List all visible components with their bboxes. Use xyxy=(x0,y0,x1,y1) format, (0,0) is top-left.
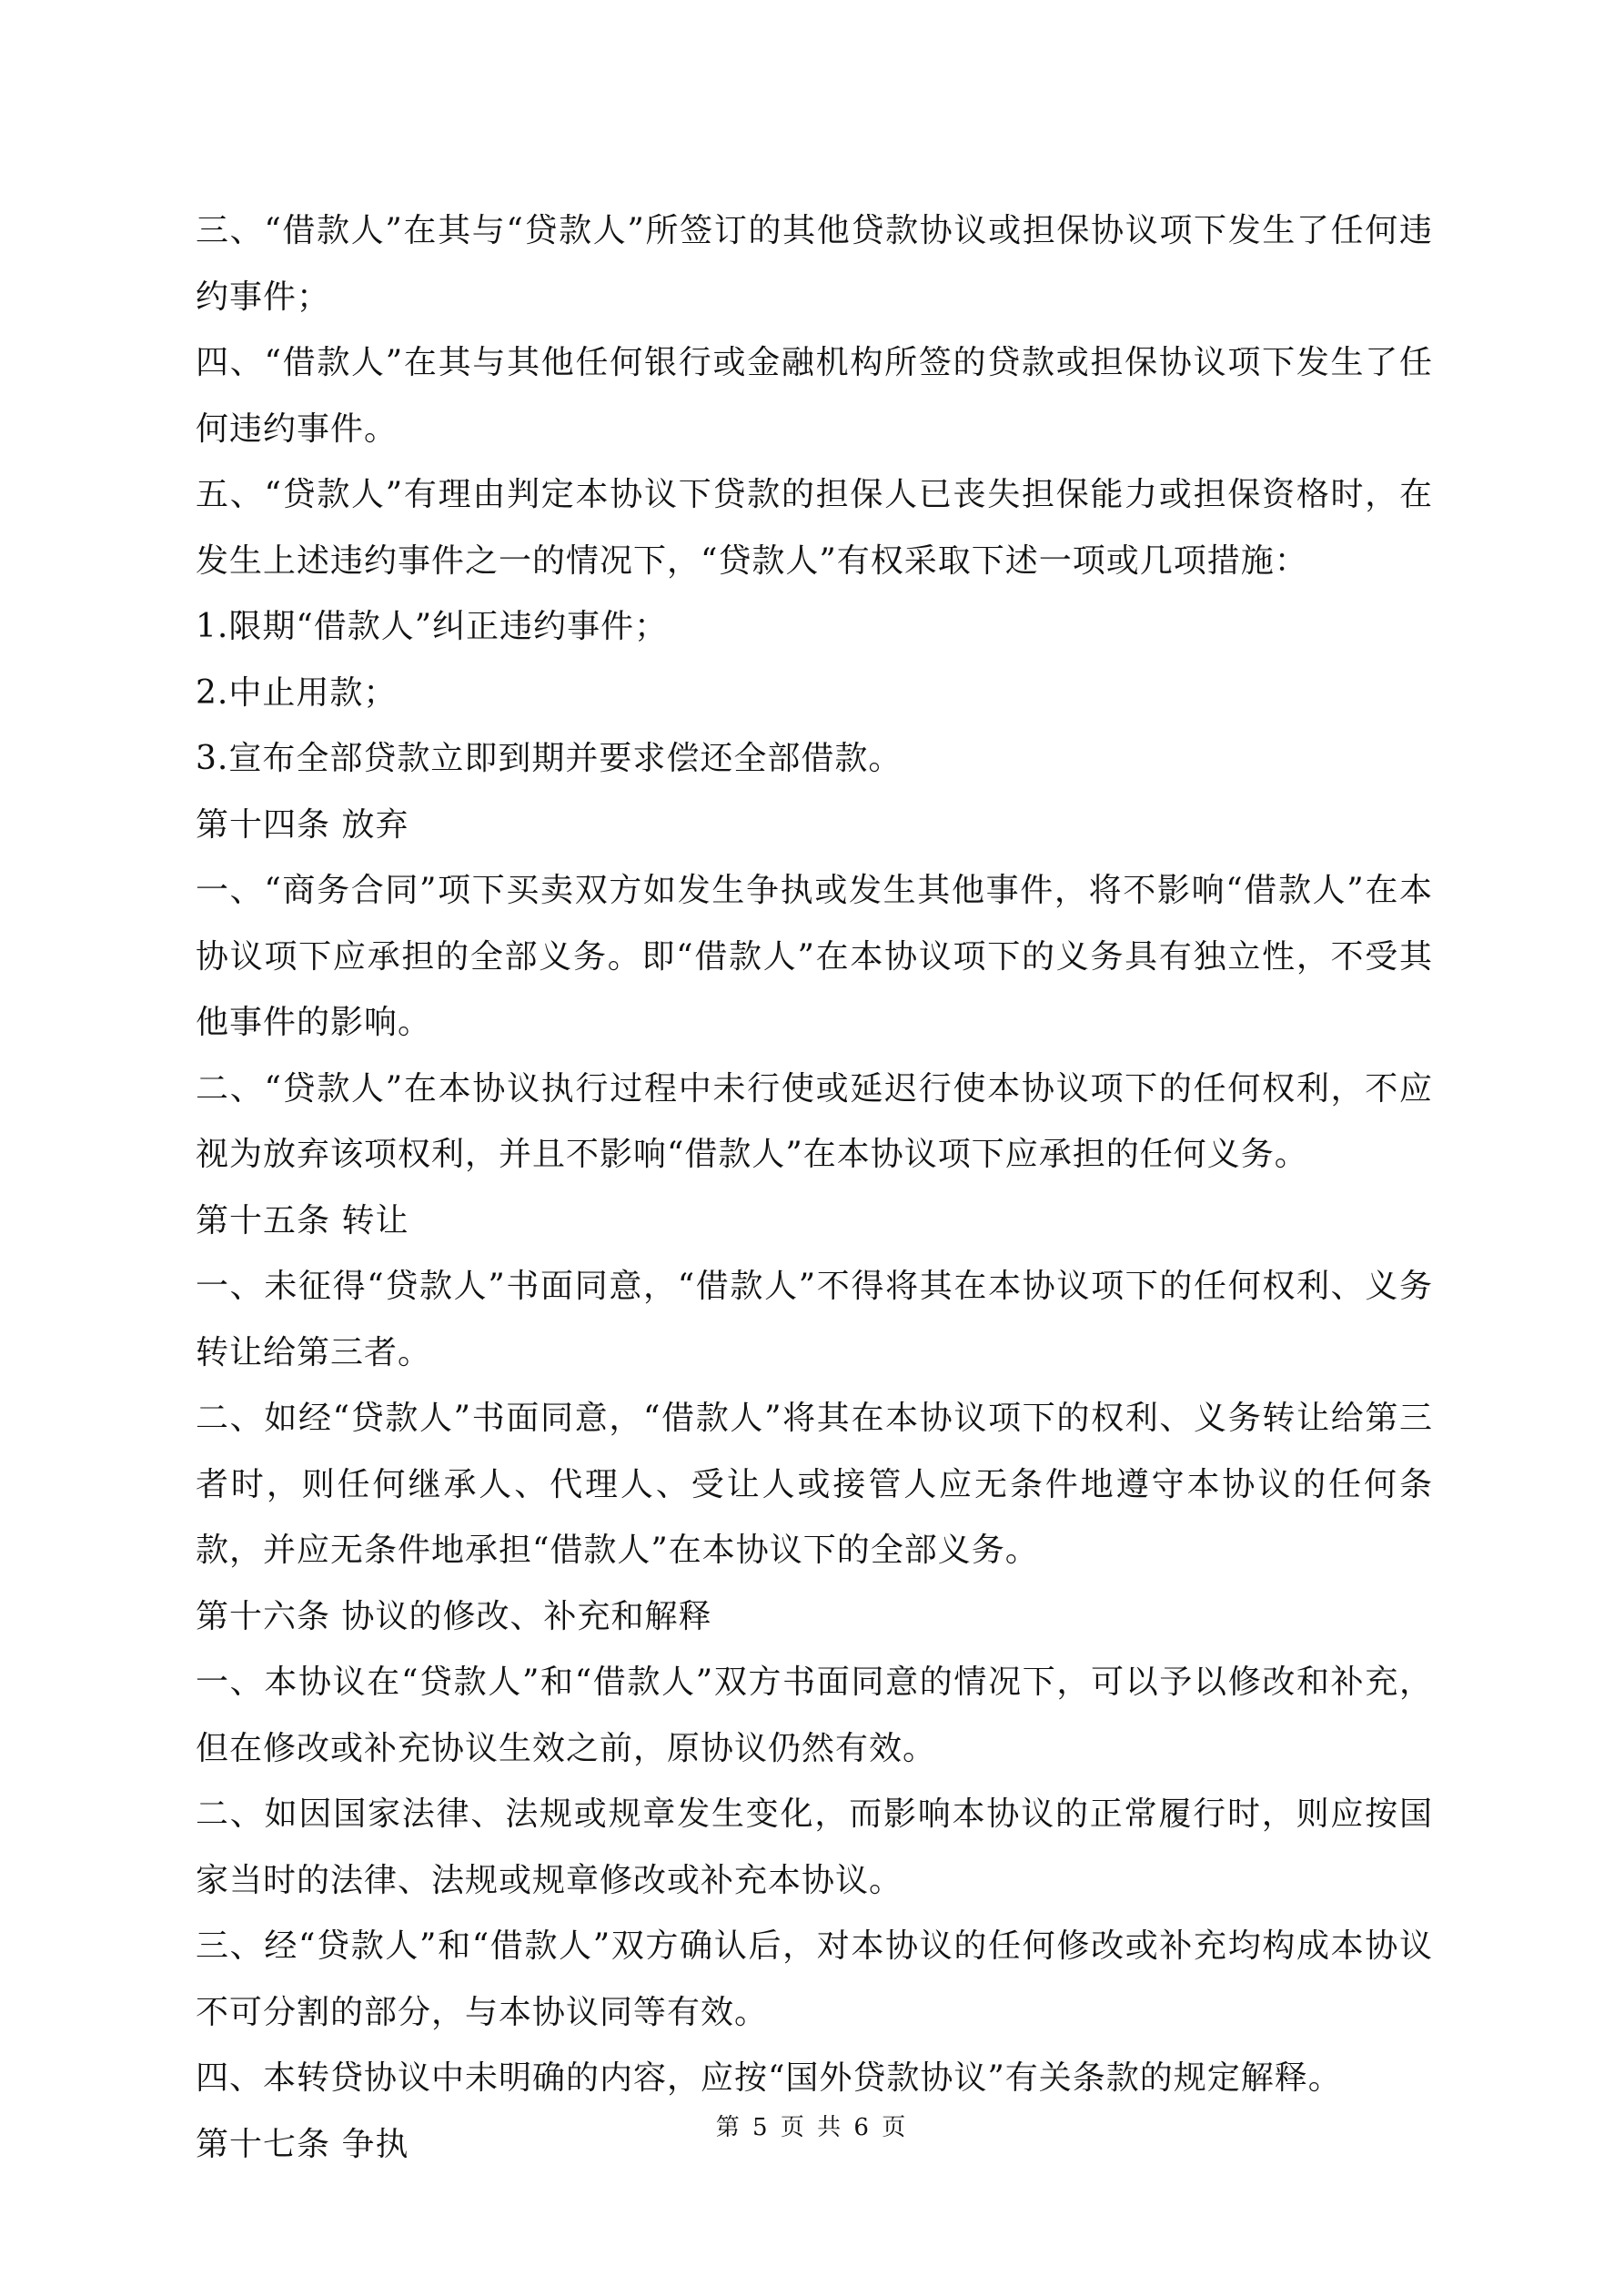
article-heading: 第十七条 争执 xyxy=(196,2125,409,2163)
paragraph: 一、本协议在“贷款人”和“借款人”双方书面同意的情况下，可以予以修改和补充，但在修改或补充协议生效之前，原协议仍然有效。 xyxy=(196,1664,1433,1767)
paragraph: 三、“借款人”在其与“贷款人”所签订的其他贷款协议或担保协议项下发生了任何违约事件； xyxy=(196,212,1433,316)
article-heading: 第十六条 协议的修改、补充和解释 xyxy=(196,1597,712,1635)
paragraph: 五、“贷款人”有理由判定本协议下贷款的担保人已丧失担保能力或担保资格时，在发生上述违约事件之一的情况下，“贷款人”有权采取下述一项或几项措施： xyxy=(196,476,1433,580)
list-item: 3.宣布全部贷款立即到期并要求偿还全部借款。 xyxy=(196,740,903,777)
paragraph: 二、如经“贷款人”书面同意，“借款人”将其在本协议项下的权利、义务转让给第三者时，则任何继承人、代理人、受让人或接管人应无条件地遵守本协议的任何条款，并应无条件地承担“借款人”在本协议下的全部义务。 xyxy=(196,1400,1433,1569)
paragraph: 一、“商务合同”项下买卖双方如发生争执或发生其他事件，将不影响“借款人”在本协议项下应承担的全部义务。即“借款人”在本协议项下的义务具有独立性，不受其他事件的影响。 xyxy=(196,872,1433,1041)
list-item: 2.中止用款； xyxy=(196,673,398,712)
page-number-footer: 第 5 页 共 6 页 xyxy=(715,2114,909,2141)
paragraph: 一、未征得“贷款人”书面同意，“借款人”不得将其在本协议项下的任何权利、义务转让给第三者。 xyxy=(196,1268,1433,1371)
document-body xyxy=(196,198,1433,2178)
paragraph: 四、本转贷协议中未明确的内容，应按“国外贷款协议”有关条款的规定解释。 xyxy=(196,2059,1342,2097)
paragraph: 三、经“贷款人”和“借款人”双方确认后，对本协议的任何修改或补充均构成本协议不可分割的部分，与本协议同等有效。 xyxy=(196,1927,1433,2031)
paragraph: 二、如因国家法律、法规或规章发生变化，而影响本协议的正常履行时，则应按国家当时的法律、法规或规章修改或补充本协议。 xyxy=(196,1795,1433,1899)
article-heading: 第十五条 转让 xyxy=(196,1201,409,1239)
paragraph: 二、“贷款人”在本协议执行过程中未行使或延迟行使本协议项下的任何权利，不应视为放弃该项权利，并且不影响“借款人”在本协议项下应承担的任何义务。 xyxy=(196,1069,1433,1173)
paragraph: 四、“借款人”在其与其他任何银行或金融机构所签的贷款或担保协议项下发生了任何违约事件。 xyxy=(196,344,1433,448)
list-item: 1.限期“借款人”纠正违约事件； xyxy=(196,608,669,645)
article-heading: 第十四条 放弃 xyxy=(196,805,409,844)
